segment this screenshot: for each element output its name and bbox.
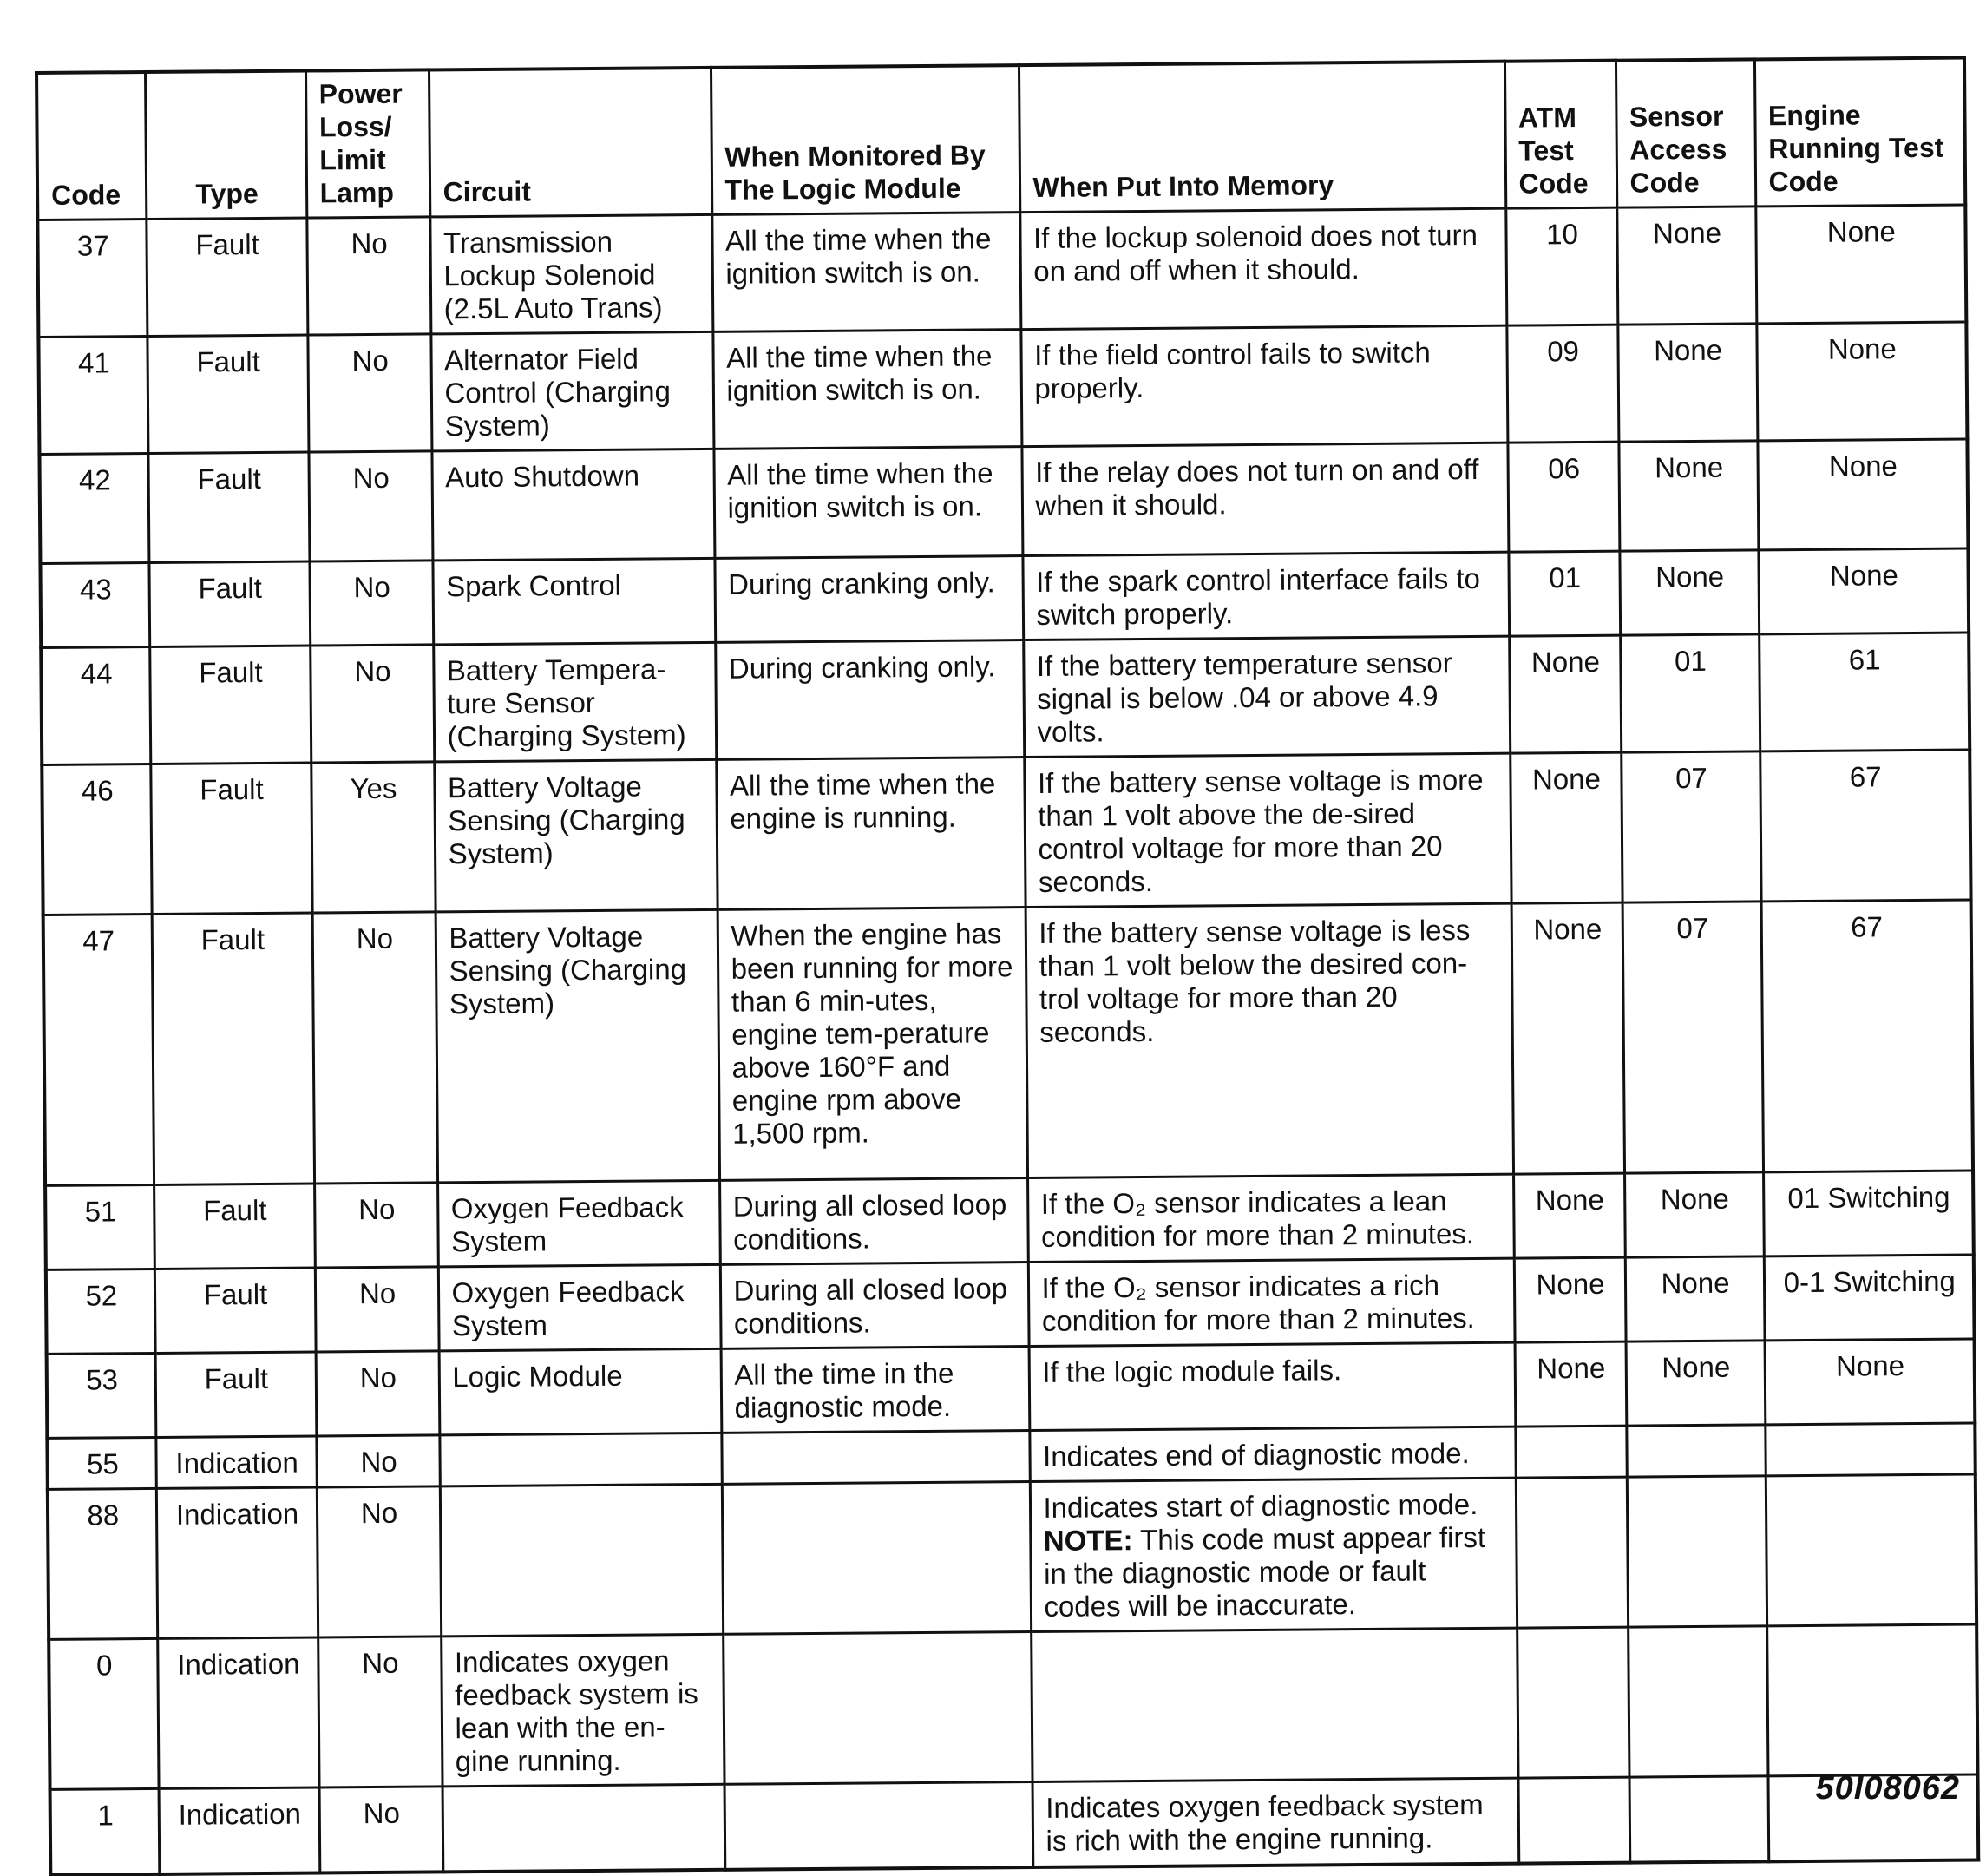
lamp-cell: No: [308, 451, 432, 561]
lamp-cell: No: [310, 645, 434, 763]
memory-cell: If the battery sense voltage is less than 1 volt below the desired con-trol voltage for more than 20 seconds.: [1026, 903, 1513, 1177]
monitored-cell: [723, 1632, 1032, 1785]
sensor-cell: None: [1625, 1256, 1765, 1341]
lamp-cell: No: [318, 1637, 442, 1787]
memory-cell: If the O₂ sensor indicates a lean condition for more than 2 minutes.: [1027, 1174, 1514, 1262]
code-cell: 42: [39, 453, 148, 563]
table-row: [41, 633, 1970, 764]
engine-cell: None: [1755, 205, 1966, 324]
atm-cell: [1516, 1477, 1628, 1628]
circuit-cell: Battery Voltage Sensing (Charging System): [436, 909, 719, 1183]
lamp-cell: No: [312, 912, 437, 1184]
sensor-cell: 01: [1620, 634, 1760, 752]
lamp-cell: Yes: [311, 762, 435, 913]
type-cell: Fault: [146, 218, 307, 336]
code-cell: 51: [45, 1184, 154, 1269]
monitored-cell: During cranking only.: [715, 640, 1024, 760]
memory-text: Indicates start of diagnostic mode.: [1043, 1487, 1478, 1524]
sensor-cell: None: [1619, 550, 1759, 635]
memory-cell: If the spark control interface fails to switch properly.: [1022, 552, 1509, 640]
circuit-cell: Spark Control: [432, 558, 715, 645]
table-row: [47, 1339, 1976, 1438]
sensor-cell: None: [1617, 324, 1757, 442]
table-row: [39, 439, 1968, 563]
table-row: [50, 1774, 1979, 1874]
lamp-cell: No: [307, 334, 431, 452]
lamp-cell: No: [306, 217, 430, 335]
atm-cell: 06: [1507, 442, 1619, 552]
type-cell: Indication: [159, 1787, 320, 1873]
type-cell: Fault: [154, 1268, 316, 1353]
atm-cell: None: [1514, 1257, 1626, 1342]
engine-cell: 67: [1760, 750, 1970, 902]
sensor-cell: None: [1616, 207, 1756, 325]
type-cell: Fault: [147, 335, 308, 453]
atm-cell: None: [1515, 1341, 1627, 1427]
diagnostic-code-table-sheet: [35, 56, 1976, 1876]
memory-cell: If the logic module fails.: [1029, 1342, 1516, 1430]
lamp-cell: No: [316, 1435, 439, 1487]
circuit-cell: Alternator Field Control (Charging System): [430, 331, 713, 451]
header-circuit: Circuit: [429, 68, 711, 217]
type-cell: Fault: [149, 646, 311, 764]
code-cell: 47: [43, 914, 154, 1185]
header-type: Type: [145, 71, 306, 220]
code-cell: 1: [50, 1788, 160, 1874]
type-cell: Fault: [152, 913, 314, 1184]
circuit-cell: Oxygen Feedback System: [438, 1264, 721, 1351]
table-row: [48, 1474, 1976, 1639]
header-power-loss-limit-lamp: Power Loss/ Limit Lamp: [305, 69, 429, 218]
monitored-cell: [722, 1482, 1031, 1635]
engine-cell: None: [1765, 1339, 1976, 1425]
atm-cell: None: [1510, 752, 1622, 903]
memory-cell: If the battery temperature sensor signal is below .04 or above 4.9 volts.: [1023, 636, 1510, 757]
code-cell: 37: [37, 219, 147, 337]
memory-cell: If the O₂ sensor indicates a rich condition for more than 2 minutes.: [1028, 1258, 1515, 1346]
atm-cell: None: [1509, 635, 1621, 753]
circuit-cell: [442, 1784, 725, 1872]
table-row: [46, 1255, 1975, 1354]
memory-cell: [1030, 1478, 1517, 1631]
monitored-cell: During all closed loop conditions.: [719, 1178, 1028, 1265]
diagnostic-code-table: [35, 56, 1980, 1876]
sensor-cell: 07: [1621, 751, 1760, 902]
code-cell: 88: [48, 1488, 157, 1639]
lamp-cell: No: [314, 1183, 438, 1268]
type-cell: Indication: [157, 1637, 318, 1788]
monitored-cell: When the engine has been running for more than 6 min-utes, engine tem-perature above 160°F and engine rpm above 1,500 rpm.: [718, 908, 1027, 1181]
table-row: [49, 1624, 1977, 1789]
table-row: [42, 750, 1970, 915]
code-cell: 53: [47, 1353, 156, 1438]
monitored-cell: All the time when the ignition switch is on.: [711, 213, 1020, 332]
memory-cell: [1031, 1628, 1517, 1781]
monitored-cell: All the time when the ignition switch is on.: [712, 330, 1021, 449]
header-code: Code: [36, 72, 146, 220]
type-cell: Fault: [154, 1184, 315, 1269]
note-label: NOTE:: [1043, 1524, 1133, 1557]
circuit-cell: [440, 1484, 723, 1637]
memory-cell: If the field control fails to switch properly.: [1020, 325, 1507, 446]
memory-cell: Indicates oxygen feedback system is rich with the engine running.: [1032, 1778, 1519, 1866]
circuit-cell: Battery Voltage Sensing (Charging System): [434, 759, 717, 912]
header-when-put-into-memory: When Put Into Memory: [1019, 62, 1505, 213]
monitored-cell: [724, 1782, 1033, 1870]
header-row: [36, 58, 1965, 220]
circuit-cell: Battery Tempera-ture Sensor (Charging System): [433, 642, 716, 762]
engine-cell: 67: [1761, 900, 1973, 1172]
atm-cell: None: [1513, 1173, 1625, 1258]
monitored-cell: All the time when the engine is running.: [716, 758, 1025, 910]
engine-cell: None: [1758, 548, 1969, 634]
monitored-cell: [721, 1431, 1029, 1485]
note-text: This code must appear first in the diagnostic mode or fault codes will be inaccurate.: [1043, 1520, 1486, 1623]
header-sensor-access-code: Sensor Access Code: [1616, 59, 1755, 207]
sensor-cell: [1629, 1776, 1768, 1862]
monitored-cell: All the time in the diagnostic mode.: [721, 1347, 1030, 1433]
type-cell: Fault: [147, 452, 309, 562]
monitored-cell: During cranking only.: [714, 556, 1023, 643]
atm-cell: None: [1511, 902, 1624, 1174]
circuit-cell: Logic Module: [439, 1348, 722, 1435]
lamp-cell: No: [316, 1351, 440, 1436]
monitored-cell: All the time when the ignition switch is on.: [713, 447, 1022, 559]
table-row: [38, 322, 1967, 454]
engine-cell: 0-1 Switching: [1764, 1255, 1975, 1341]
atm-cell: 01: [1508, 551, 1620, 636]
atm-cell: [1515, 1426, 1626, 1478]
code-cell: 46: [42, 764, 151, 915]
header-engine-running-test-code: Engine Running Test Code: [1754, 58, 1965, 207]
circuit-cell: Transmission Lockup Solenoid (2.5L Auto Trans): [429, 214, 712, 334]
sensor-cell: [1627, 1476, 1766, 1627]
figure-id-label: 50I08062: [1815, 1770, 1960, 1807]
sensor-cell: [1628, 1626, 1767, 1777]
code-cell: 43: [40, 562, 149, 647]
sensor-cell: None: [1626, 1341, 1766, 1426]
header-atm-test-code: ATM Test Code: [1504, 61, 1616, 209]
code-cell: 0: [49, 1638, 158, 1789]
lamp-cell: No: [315, 1267, 439, 1352]
type-cell: Fault: [148, 561, 310, 646]
engine-cell: [1766, 1474, 1976, 1626]
header-when-monitored: When Monitored By The Logic Module: [711, 65, 1019, 214]
engine-cell: 61: [1759, 633, 1970, 751]
circuit-cell: Oxygen Feedback System: [437, 1180, 720, 1267]
atm-cell: 09: [1506, 325, 1618, 443]
circuit-cell: Indicates oxygen feedback system is lean with the en-gine running.: [441, 1634, 724, 1787]
sensor-cell: None: [1618, 441, 1758, 551]
circuit-cell: Auto Shutdown: [431, 449, 714, 561]
atm-cell: [1518, 1777, 1630, 1863]
memory-cell: If the battery sense voltage is more than 1 volt above the de-sired control voltage for more than 20 seconds.: [1024, 753, 1511, 907]
table-row: [37, 205, 1966, 337]
atm-cell: [1517, 1627, 1629, 1778]
type-cell: Indication: [156, 1487, 318, 1638]
code-cell: 44: [41, 646, 150, 764]
type-cell: Fault: [155, 1352, 317, 1437]
atm-cell: 10: [1505, 207, 1617, 325]
engine-cell: None: [1757, 439, 1968, 550]
memory-cell: Indicates end of diagnostic mode.: [1029, 1427, 1515, 1481]
type-cell: Fault: [150, 763, 311, 914]
code-cell: 55: [47, 1437, 155, 1489]
code-cell: 41: [38, 336, 147, 454]
engine-cell: None: [1756, 322, 1967, 441]
sensor-cell: [1626, 1425, 1765, 1477]
engine-cell: [1765, 1423, 1975, 1476]
circuit-cell: [439, 1433, 721, 1486]
sensor-cell: 07: [1622, 902, 1763, 1173]
monitored-cell: During all closed loop conditions.: [720, 1263, 1029, 1349]
lamp-cell: No: [317, 1486, 441, 1637]
table-row: [45, 1171, 1974, 1269]
memory-cell: If the lockup solenoid does not turn on and off when it should.: [1019, 208, 1506, 329]
engine-cell: [1766, 1624, 1977, 1776]
memory-cell: If the relay does not turn on and off when it should.: [1021, 443, 1508, 555]
code-cell: 52: [46, 1269, 155, 1354]
table-row: [40, 548, 1969, 647]
sensor-cell: None: [1624, 1172, 1764, 1257]
table-row: [43, 900, 1973, 1185]
lamp-cell: No: [309, 561, 433, 646]
type-cell: Indication: [155, 1436, 316, 1488]
lamp-cell: No: [319, 1787, 443, 1873]
engine-cell: 01 Switching: [1763, 1171, 1974, 1256]
